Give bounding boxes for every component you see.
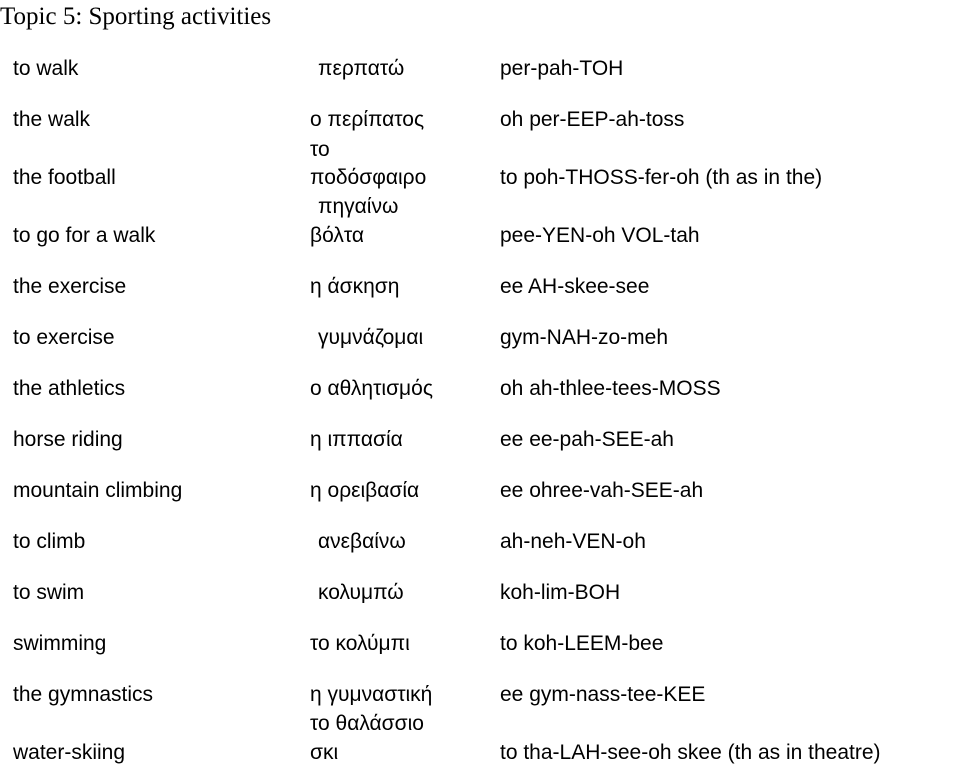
english-term: swimming — [13, 632, 107, 655]
pronunciation: oh per-EEP-ah-toss — [500, 108, 685, 131]
english-term: to exercise — [13, 326, 115, 349]
pronunciation: ee ohree-vah-SEE-ah — [500, 479, 704, 502]
pronunciation: pee-YEN-oh VOL-tah — [500, 224, 700, 247]
greek-term-line2: βόλτα — [310, 224, 364, 247]
greek-term-line1: το — [310, 138, 330, 161]
english-term: to swim — [13, 581, 85, 604]
greek-term: ο αθλητισμός — [310, 377, 433, 400]
pronunciation: to tha-LAH-see-oh skee (th as in theatre) — [500, 741, 881, 764]
greek-term: η άσκηση — [310, 275, 400, 298]
pronunciation: koh-lim-BOH — [500, 581, 621, 604]
english-term: to go for a walk — [13, 224, 156, 247]
pronunciation: to poh-THOSS-fer-oh (th as in the) — [500, 166, 823, 189]
greek-term: ανεβαίνω — [318, 530, 406, 553]
greek-term: η ιππασία — [310, 428, 403, 451]
greek-term-line1: το θαλάσσιο — [310, 712, 424, 735]
greek-term: η ορειβασία — [310, 479, 420, 502]
english-term: mountain climbing — [13, 479, 183, 502]
greek-term: γυμνάζομαι — [318, 326, 424, 349]
pronunciation: ee gym-nass-tee-KEE — [500, 683, 706, 706]
english-term: the exercise — [13, 275, 127, 298]
english-term: horse riding — [13, 428, 123, 451]
greek-term-line2: σκι — [310, 741, 339, 764]
page-title: Topic 5: Sporting activities — [0, 3, 272, 30]
greek-term-line2: ποδόσφαιρο — [310, 166, 427, 189]
english-term: to climb — [13, 530, 86, 553]
english-term: the walk — [13, 108, 91, 131]
greek-term: η γυμναστική — [310, 683, 433, 706]
greek-term: περπατώ — [318, 57, 405, 80]
pronunciation: ee AH-skee-see — [500, 275, 650, 298]
english-term: the gymnastics — [13, 683, 154, 706]
greek-term: το κολύμπι — [310, 632, 410, 655]
greek-term: ο περίπατος — [310, 108, 425, 131]
greek-term: κολυμπώ — [318, 581, 404, 604]
english-term: water-skiing — [13, 741, 126, 764]
english-term: to walk — [13, 57, 79, 80]
english-term: the football — [13, 166, 116, 189]
pronunciation: ah-neh-VEN-oh — [500, 530, 646, 553]
greek-term-line1: πηγαίνω — [318, 195, 399, 218]
pronunciation: gym-NAH-zo-meh — [500, 326, 669, 349]
pronunciation: to koh-LEEM-bee — [500, 632, 664, 655]
pronunciation: oh ah-thlee-tees-MOSS — [500, 377, 721, 400]
pronunciation: ee ee-pah-SEE-ah — [500, 428, 674, 451]
pronunciation: per-pah-TOH — [500, 57, 624, 80]
english-term: the athletics — [13, 377, 126, 400]
